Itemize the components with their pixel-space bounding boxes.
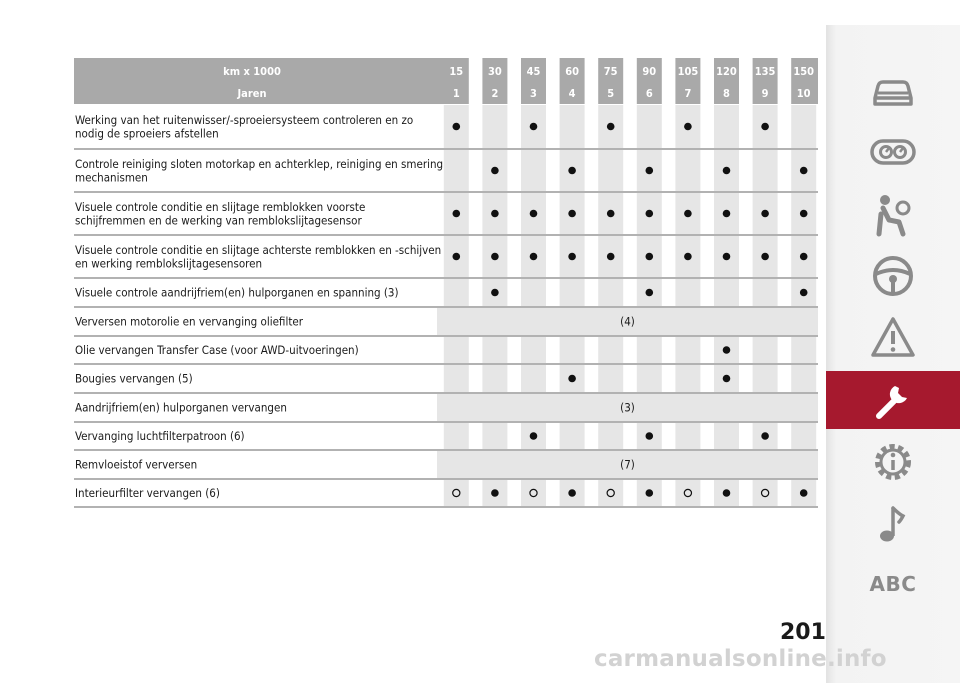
schedule-cell [444, 337, 469, 363]
header-year-value: 2 [491, 87, 499, 100]
schedule-cell [675, 150, 700, 191]
table-row [74, 480, 818, 507]
schedule-cell [482, 365, 507, 392]
row-label: schijfremmen en de werking van remblokslijtagesensor [75, 213, 362, 228]
header-gap [546, 58, 560, 104]
header-year-value: 4 [568, 87, 576, 100]
filled-dot [723, 346, 731, 354]
filled-dot [684, 123, 692, 131]
schedule-cell [675, 480, 700, 506]
table-row [74, 308, 818, 336]
schedule-cell [444, 150, 469, 191]
schedule-cell [637, 365, 662, 392]
filled-dot [646, 432, 654, 440]
row-label: Interieurfilter vervangen (6) [75, 486, 220, 500]
filled-dot [684, 253, 692, 261]
schedule-cell [753, 480, 778, 506]
schedule-cell [560, 105, 585, 148]
schedule-cell [521, 365, 546, 392]
row-label: Olie vervangen Transfer Case (voor AWD-uitvoeringen) [75, 343, 359, 357]
chapter-sidebar [826, 25, 960, 683]
schedule-cell [675, 365, 700, 392]
watermark: carmanualsonline.info [594, 646, 887, 672]
schedule-cell [444, 279, 469, 306]
schedule-cell [521, 279, 546, 306]
header-gap [623, 58, 637, 104]
filled-dot [646, 489, 654, 497]
steering-wheel-icon[interactable] [826, 247, 960, 305]
table-row [74, 105, 818, 149]
table-row [74, 365, 818, 393]
filled-dot [530, 210, 538, 218]
schedule-cell [753, 150, 778, 191]
abc-index[interactable]: ABC [869, 572, 917, 596]
filled-dot [607, 123, 615, 131]
header-gap [700, 58, 714, 104]
filled-dot [453, 123, 461, 131]
schedule-cell [675, 423, 700, 449]
header-gap [469, 58, 483, 104]
filled-dot [800, 210, 808, 218]
schedule-cell [637, 337, 662, 363]
schedule-cell [521, 337, 546, 363]
warning-triangle-icon[interactable] [826, 309, 960, 367]
table-row [74, 193, 818, 235]
schedule-cell [444, 480, 469, 506]
row-label: mechanismen [75, 170, 148, 185]
schedule-cell [598, 279, 623, 306]
table-row [74, 236, 818, 278]
header-gap [662, 58, 676, 104]
filled-dot [530, 123, 538, 131]
header-gap [507, 58, 521, 104]
table-row [74, 451, 818, 479]
filled-dot [607, 253, 615, 261]
header-year-value: 10 [796, 87, 811, 100]
filled-dot [723, 253, 731, 261]
header-km-value: 30 [488, 65, 502, 78]
schedule-cell [791, 365, 816, 392]
filled-dot [530, 253, 538, 261]
schedule-cell [714, 279, 739, 306]
header-year-value: 3 [530, 87, 537, 100]
schedule-cell [675, 337, 700, 363]
filled-dot [568, 489, 576, 497]
header-km-label: km x 1000 [223, 65, 281, 78]
schedule-cell [791, 423, 816, 449]
table-row [74, 279, 818, 307]
header-km-value: 150 [793, 65, 815, 78]
row-label: Visuele controle conditie en slijtage achterste remblokken en -schijven [75, 242, 442, 257]
header-km-value: 105 [677, 65, 699, 78]
schedule-cell [714, 423, 739, 449]
schedule-cell [753, 337, 778, 363]
table-row [74, 337, 818, 364]
schedule-cell [444, 365, 469, 392]
filled-dot [646, 210, 654, 218]
filled-dot [761, 210, 769, 218]
filled-dot [568, 167, 576, 175]
header-years-label: Jaren [237, 87, 267, 100]
filled-dot [800, 167, 808, 175]
row-label: Visuele controle aandrijfriem(en) hulporganen en spanning (3) [75, 285, 399, 300]
schedule-cell [791, 105, 816, 148]
filled-dot [761, 432, 769, 440]
schedule-cell [482, 105, 507, 148]
filled-dot [568, 253, 576, 261]
row-label: Controle reiniging sloten motorkap en achterklep, reiniging en smering [75, 156, 444, 171]
header-km-value: 90 [642, 65, 657, 78]
filled-dot [607, 210, 615, 218]
row-label: nodig de sproeiers afstellen [75, 126, 219, 141]
car-icon[interactable] [826, 63, 960, 121]
schedule-cell [598, 150, 623, 191]
header-km-value: 60 [565, 65, 579, 78]
schedule-cell [753, 365, 778, 392]
row-label: Visuele controle conditie en slijtage remblokken voorste [75, 199, 366, 214]
span-note: (7) [620, 457, 635, 472]
filled-dot [530, 432, 538, 440]
row-label: Werking van het ruitenwisser/-sproeiersysteem controleren en zo [75, 112, 414, 127]
header-year-value: 5 [607, 87, 615, 100]
header-year-value: 6 [645, 87, 653, 100]
table-row [74, 150, 818, 192]
schedule-cell [791, 337, 816, 363]
filled-dot [723, 375, 731, 383]
filled-dot [723, 210, 731, 218]
page-number: 201 [780, 620, 826, 645]
filled-dot [491, 489, 499, 497]
header-gap [585, 58, 599, 104]
schedule-cell [521, 150, 546, 191]
row-label: en werking remblokslijtagesensoren [75, 256, 263, 271]
schedule-cell [598, 337, 623, 363]
schedule-cell [560, 423, 585, 449]
filled-dot [491, 289, 499, 297]
filled-dot [491, 253, 499, 261]
header-km-value: 75 [603, 65, 618, 78]
schedule-cell [598, 365, 623, 392]
wrench-icon[interactable] [826, 371, 960, 429]
schedule-cell [598, 423, 623, 449]
filled-dot [800, 253, 808, 261]
table-row [74, 423, 818, 450]
filled-dot [800, 489, 808, 497]
header-km-value: 135 [754, 65, 776, 78]
music-note-icon[interactable] [826, 495, 960, 553]
airbag-seat-icon[interactable] [826, 185, 960, 243]
header-year-value: 9 [761, 87, 769, 100]
filled-dot [723, 489, 731, 497]
schedule-cell [560, 279, 585, 306]
span-note: (4) [620, 314, 635, 329]
schedule-cell [521, 480, 546, 506]
filled-dot [568, 210, 576, 218]
schedule-cell [482, 337, 507, 363]
filled-dot [491, 210, 499, 218]
row-label: Aandrijfriem(en) hulporganen vervangen [75, 400, 287, 415]
span-note: (3) [620, 400, 635, 415]
header-gap [778, 58, 792, 104]
row-label: Verversen motorolie en vervanging oliefilter [75, 314, 304, 329]
filled-dot [761, 253, 769, 261]
filled-dot [646, 167, 654, 175]
header-gap [739, 58, 753, 104]
filled-dot [646, 253, 654, 261]
schedule-cell [444, 423, 469, 449]
row-label: Remvloeistof verversen [75, 457, 198, 472]
gear-info-icon[interactable] [826, 433, 960, 491]
filled-dot [568, 375, 576, 383]
header-km-value: 45 [526, 65, 541, 78]
dashboard-gauge-icon[interactable] [826, 123, 960, 181]
filled-dot [800, 289, 808, 297]
filled-dot [761, 123, 769, 131]
schedule-cell [598, 480, 623, 506]
schedule-cell [714, 105, 739, 148]
schedule-cell [637, 105, 662, 148]
schedule-cell [675, 279, 700, 306]
table-row [74, 394, 818, 422]
header-km-value: 15 [449, 65, 464, 78]
header-year-value: 1 [452, 87, 460, 100]
filled-dot [646, 289, 654, 297]
schedule-cell [482, 423, 507, 449]
header-year-value: 7 [684, 87, 692, 100]
row-label: Bougies vervangen (5) [75, 371, 193, 386]
header-km-value: 120 [716, 65, 737, 78]
schedule-cell [560, 337, 585, 363]
filled-dot [453, 253, 461, 261]
filled-dot [491, 167, 499, 175]
filled-dot [723, 167, 731, 175]
row-label: Vervanging luchtfilterpatroon (6) [75, 429, 245, 443]
schedule-cell [753, 279, 778, 306]
filled-dot [684, 210, 692, 218]
header-year-value: 8 [723, 87, 730, 100]
filled-dot [453, 210, 461, 218]
